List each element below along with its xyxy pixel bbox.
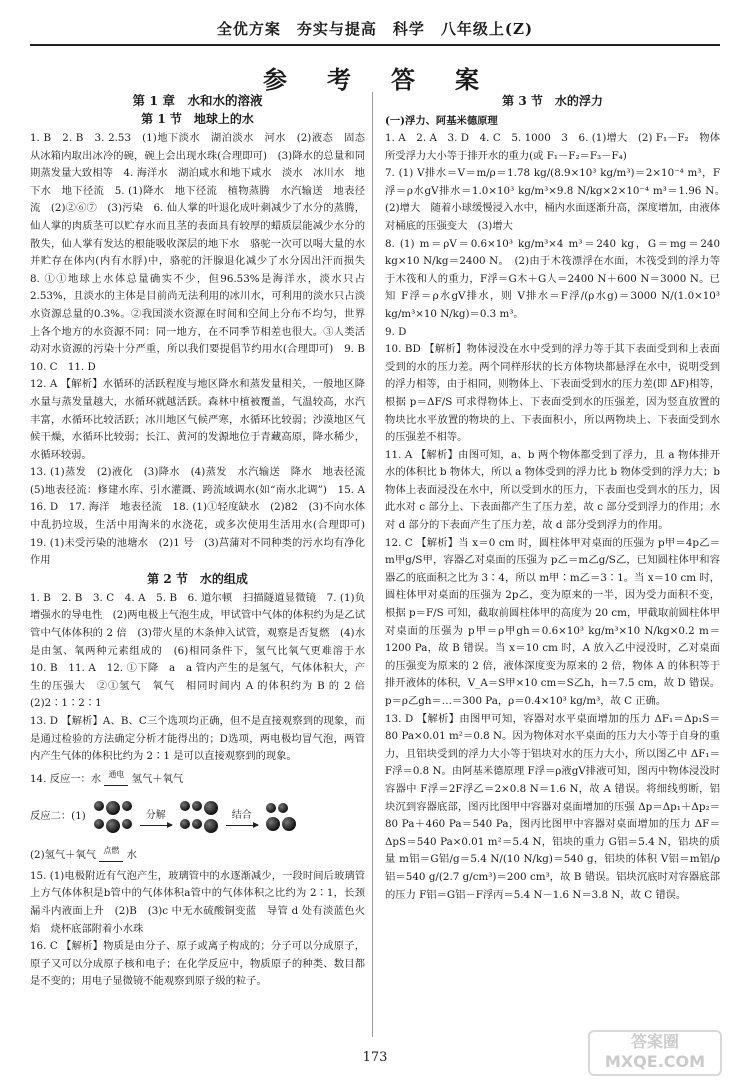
answer-8: 8. (1) m＝ρV＝0.6×10³ kg/m³×4 m³＝240 kg，G＝mg＝240 kg×10 N/kg＝2400 N。 (2)由于木筏漂浮在水面，木筏受到的浮力等于木筏和人的重力，F浮＝G木＋G人＝2400 N＋600 N＝3000 N。已知 F浮＝ρ水gV排水，则 V排水＝F浮/(ρ水g)＝3000 N/(1.0×10³ kg/m³×10 N/kg)＝0.3 m³。 [385,237,720,320]
molecule-diagram [30,792,365,842]
reaction-three-label: (2)氢气＋氧气 [30,848,97,861]
reaction-two-label: 反应二：(1) [30,809,86,822]
section-2-answers-15: 15. (1)电极附近有气泡产生，玻璃管中的水逐渐减少，一段时间后玻璃管上方气体体积是b管中的气体体积a管中的气体体积之比约为 2∶1，长颈漏斗内液面上升 (2)B (3)c 中无水硫酸铜变蓝 导管 d 处有淡蓝色火焰 烧杯底部附着小水珠 [30,869,365,935]
answers-1-6: 1. A 2. A 3. D 4. C 5. 1000 3 6. (1)增大 (2) F₁－F₂ 物体所受浮力大小等于排开水的重力(或 F₁－F₂＝F₃－F₄) [385,132,720,162]
column-divider [372,92,373,1037]
reaction-one-condition: 通电 [108,769,125,779]
page-number: 173 [362,1050,388,1065]
combine-arrow [226,807,258,826]
section-1-heading: 第 1 节 地球上的水 [141,112,254,126]
reaction-three-condition: 点燃 [103,845,120,855]
reaction-one [30,770,365,788]
section-2-answers: 1. B 2. B 3. C 4. A 5. B 6. 道尔顿 扫描隧道显微镜 7. (1)负 增强水的导电性 (2)两电极上气泡生成，甲试管中气体的体积约为是乙试管中气体体积的 2 倍 (3)带火星的木条伸入试管，观察是否复燃 (4)水是由氢、氧两种元素组成的 (6)相同条件下，氢气比氧气更难溶于水 10. B 11. A 12. ①下降 a a 管内产生的是氢气，气体体积大，产生的压强大 ②①氢气 氧气 相同时间内 A 的体积约为 B 的 2 倍 (2)2∶1∶2∶1 [30,591,376,710]
page-title: 参 考 答 案 [263,65,487,94]
reaction-three-product: 水 [126,848,137,861]
reaction-three [30,846,365,864]
split-label: 分解 [145,810,166,822]
product-molecules [266,803,296,831]
right-column [385,92,731,904]
reaction-one-label: 14. 反应一：水 [30,772,102,785]
combine-label: 结合 [231,810,252,822]
reaction-one-products: 氢气＋氧气 [131,772,184,785]
answer-10: 10. BD 【解析】物体浸没在水中受到的浮力等于其下表面受到和上表面受到的水的压力差。两个同样形状的长方体物块都悬浮在水中，说明受到的浮力相等，由于相同，则物体上、下表面受到水的压力差(即 ΔF)相等，根据 p＝ΔF/S 可求得物体上、下表面受到水的压强差，因为竖直放置的物块比水平放置的物块的上、下表面积小，所以两物块上、下表面受到水的压强差不相等。 [385,343,720,444]
answer-7: 7. (1) V排水＝V＝m/ρ＝1.78 kg/(8.9×10³ kg/m³)＝2×10⁻⁴ m³，F浮＝ρ水gV排水＝1.0×10³ kg/m³×9.8 N/kg×2×10⁻⁴ m³＝1.96 N。 (2)增大 随着小球缓慢浸入水中，桶内水面逐渐升高，深度增加，由液体对桶底的压强变大 (3)增大 [385,167,731,232]
section-1-answers-12: 12. A 【解析】水循环的活跃程度与地区降水和蒸发量相关，一般地区降水量与蒸发量越大，水循环就越活跃。森林中植被覆盖，气温较高，水汽丰富，水循环比较活跃；冰川地区气候严寒，水循环比较弱；沙漠地区气候干燥，水循环比较弱；长江、黄河的发源地位于青藏高原，降水稀少，水循环较弱。 [30,378,365,461]
water-molecules [94,801,132,833]
answer-11: 11. A 【解析】由图可知，a、b 两个物体都受到了浮力，且 a 物体排开水的体积比 b 物体大，所以 a 物体受到的浮力比 b 物体受到的浮力大；b 物体上表面浸没在水中，所以受到水的压力，下表面也受到水的压力，因此水对 c 部分上、下表面都产生了压力差，故 c 部分受到浮力的作用；水对 d 部分的下表面产生了压力差，故 d 部分受到浮力的作用。 [385,448,720,532]
answer-13: 13. D 【解析】由图甲可知，容器对水平桌面增加的压力 ΔF₁＝Δp₁S＝80 Pa×0.01 m²＝0.8 N。因为物体对水平桌面的压力大小等于自身的重力，且铝块受到的浮力大小等于铝块对水的压力大小，所以图乙中 ΔF₁＝F浮＝0.8 N。由阿基米德原理 F浮＝ρ液gV排液可知，图丙中物体浸没时容器中 F浮＝2F浮乙＝2×0.8 N＝1.6 N，故 A 错误。将细线剪断，铝块沉到容器底部，图丙比图甲中容器对桌面增加的压强 Δp＝Δp₁＋Δp₂＝80 Pa＋460 Pa＝540 Pa，图丙比图甲中容器对桌面增加的压力 ΔF＝ΔpS＝540 Pa×0.01 m²＝5.4 N，铝块的重力 G铝＝5.4 N，铝块的质量 m铝＝G铝/g＝5.4 N/(10 N/kg)＝540 g，铝块的体积 V铝＝m铝/ρ铝＝540 g/(2.7 g/cm³)＝200 cm³，故 B 错误。铝块沉底时对容器底部的压力 F铝＝G铝－F浮丙＝5.4 N－1.6 N＝3.8 N，故 C 错误。 [385,712,720,901]
left-column [30,92,376,991]
subsection-heading: (一)浮力、阿基米德原理 [385,115,498,127]
chapter-heading: 第 1 章 水和水的溶液 [132,93,263,108]
section-3-heading: 第 3 节 水的浮力 [502,94,603,108]
header-rule [30,44,720,46]
answer-9: 9. D [385,325,407,338]
split-arrow [140,807,172,826]
running-header: 全优方案 夯实与提高 科学 八年级上(Z) [216,20,534,38]
section-1-answers-13: 13. (1)蒸发 (2)液化 (3)降水 (4)蒸发 水汽输送 降水 地表径流 (5)地表径流：修建水库、引水灌溉、跨流域调水(如“南水北调”) 15. A 16. D 17. 海洋 地表径流 18. (1)①轻度缺水 (2)82 (3)不向水体中乱扔垃圾，生活中用淘米的水浇花，或多次使用生活用水(合理即可) 19. (1)未受污染的池塘水 (2)1 号 (3)莒蒲对不同种类的污水均有净化作用 [30,466,376,567]
separated-atoms [180,801,218,833]
watermark-logo: 答案圈 MXQE.COM [588,1030,722,1076]
section-2-heading: 第 2 节 水的组成 [147,571,248,586]
section-2-answers-13: 13. D 【解析】A、B、C三个选项均正确，但不是直接观察到的现象，而是通过检验的方法确定分析才能得出的；D选项，两电极均冒气泡，两管内产生气体的体积比约为 2∶1 是可以直接观察到的现象。 [30,715,365,763]
answer-12: 12. C 【解析】当 x＝0 cm 时，圆柱体甲对桌面的压强为 p甲＝4p乙＝m甲g/S甲，容器乙对桌面的压强为 p乙＝m乙g/S乙，已知圆柱体甲和容器乙的底面积之比为 3∶4，所以 m甲∶m乙＝3∶1。当 x＝10 cm 时，圆柱体甲对桌面的压强为 2p乙，变为原来的一半，因为受力面积不变，根据 p＝F/S 可知，截取前圆柱体甲的高度为 20 cm，甲截取前圆柱体甲对桌面的压强为 p甲＝ρ甲gh＝0.6×10³ kg/m³×10 N/kg×0.2 m＝1200 Pa，故 B 错误。当 x＝10 cm 时，A 放入乙中浸没时，乙对桌面的压强变为原来的 2 倍，液体深度变为原来的 2 倍，物体 A 的体积等于排开液体的体积，V_A＝S甲×10 cm＝S乙h，h＝7.5 cm，故 D 错误。p＝ρ乙gh＝…＝300 Pa，ρ＝0.4×10³ kg/m³，故 C 正确。 [385,536,720,707]
section-2-answers-16: 16. C 【解析】物质是由分子、原子或离子构成的；分子可以分成原子，原子又可以分成原子核和电子；在化学反应中，物质原子的种类、数目都是不变的；用电子显微镜不能观察到原子级的粒子。 [30,940,365,988]
section-1-answers: 1. B 2. B 3. 2.53 (1)地下淡水 湖泊淡水 河水 (2)液态 固态 从冰箱内取出冰冷的碗，碗上会出现水珠(合理即可) (3)降水的总量和同期蒸发量大致相等 4. 海洋水 湖泊咸水和地下咸水 淡水 冰川水 地下水 地下径流 5. (1)降水 地下径流 植物蒸腾 水汽输送 地表径流 (2)②⑥⑦ (3)污染 6. 仙人掌的叶退化成叶刺减少了水分的蒸腾，仙人掌的肉质茎可以贮存水而且茎的表面具有较厚的蜡质层能减少水分的散失，仙人掌有发达的根能吸收深层的地下水 骆驼一次可以喝大量的水并贮存在体内(内有水脬)中，骆驼的汗腺退化减少了水分因出汗而损失 8. ①①地球上水体总量确实不少，但96.53%是海洋水，淡水只占2.53%，且淡水的主体是目前尚无法利用的冰川水，可利用的淡水只占淡水资源总量的0.3%。②我国淡水资源在时间和空间上分布不均匀，世界上各个地方的水资源不同：同一地方，在不同季节相差也很大。③人类活动对水资源的污染十分严重，所以我们要提倡节约用水(合理即可) 9. B 10. C 11. D [30,132,376,373]
